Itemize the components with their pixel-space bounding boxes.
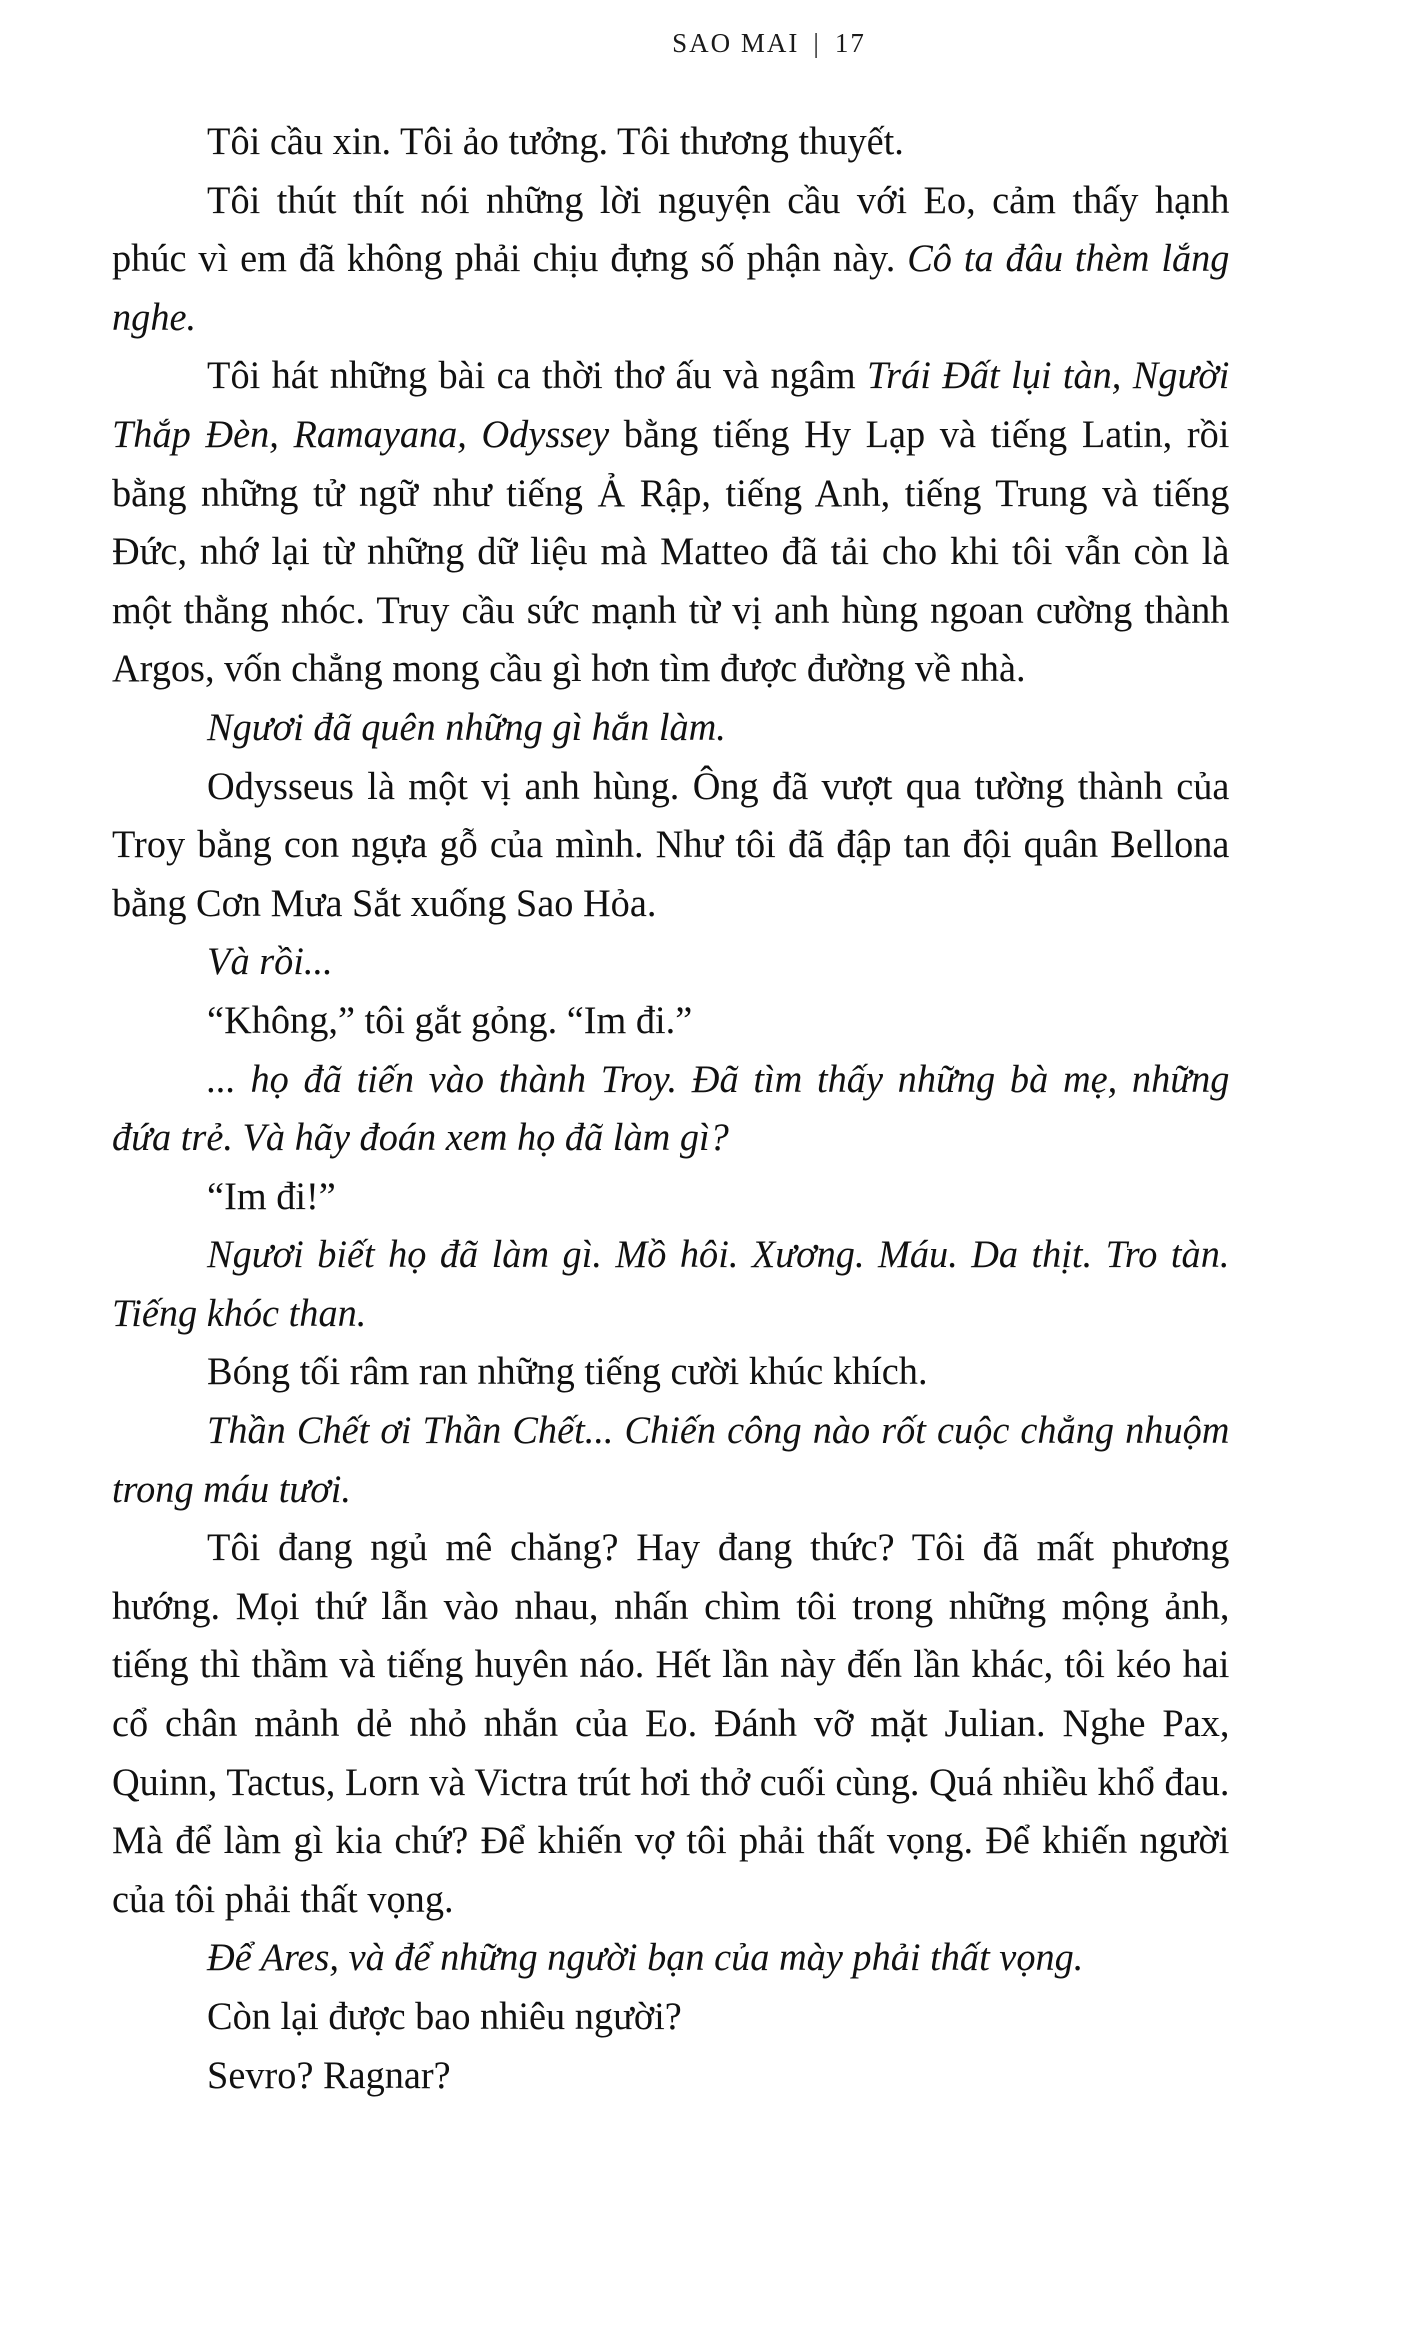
text-run: Tôi hát những bài ca thời thơ ấu và ngâm	[207, 353, 867, 398]
text-run: Odysseus là một vị anh hùng. Ông đã vượt qua tường thành của Troy bằng con ngựa gỗ của mình. Như tôi đã đập tan đội quân Bellona bằng Cơn Mưa Sắt xuống Sao Hỏa.	[112, 763, 1230, 925]
header-separator: |	[813, 28, 821, 58]
text-run: bằng tiếng Hy Lạp và tiếng Latin, rồi bằng những tử ngữ như tiếng Ả Rập, tiếng Anh, tiếng Trung và tiếng Đức, nhớ lại từ những dữ liệu mà Matteo đã tải cho khi tôi vẫn còn là một thằng nhóc. Truy cầu sức mạnh từ vị anh hùng ngoan cường thành Argos, vốn chẳng mong cầu gì hơn tìm được đường về nhà.	[112, 411, 1230, 691]
text-run: Sevro? Ragnar?	[207, 2052, 451, 2097]
paragraph-2	[112, 171, 1229, 347]
italic-run: Ngươi đã quên những gì hắn làm.	[207, 704, 726, 749]
paragraph-8	[112, 1050, 1229, 1167]
italic-run: ... họ đã tiến vào thành Troy. Đã tìm thấy những bà mẹ, những đứa trẻ. Và hãy đoán xem họ đã làm gì?	[112, 1056, 1230, 1160]
book-title: SAO MAI	[672, 28, 800, 58]
paragraph-6	[112, 932, 1229, 991]
paragraph-5	[112, 757, 1229, 933]
text-run: Còn lại được bao nhiêu người?	[207, 1994, 682, 2038]
paragraph-3	[112, 346, 1229, 698]
text-run: Tôi thút thít nói những lời nguyện cầu với Eo, cảm thấy hạnh phúc vì em đã không phải chịu đựng số phận này.	[112, 177, 1230, 281]
page-number: 17	[834, 28, 866, 58]
text-run: “Im đi!”	[207, 1173, 336, 1218]
paragraph-4	[112, 698, 1229, 757]
paragraph-7	[112, 991, 1229, 1050]
text-run: Tôi cầu xin. Tôi ảo tưởng. Tôi thương thuyết.	[207, 119, 904, 163]
paragraph-11	[112, 1342, 1229, 1401]
text-run: “Không,” tôi gắt gỏng. “Im đi.”	[207, 997, 693, 1042]
italic-run: Trái Đất lụi tàn, Người Thắp Đèn, Ramayana, Odyssey	[112, 353, 1230, 456]
paragraph-16	[112, 2046, 1229, 2105]
text-run: Bóng tối râm ran những tiếng cười khúc khích.	[207, 1349, 928, 1394]
paragraph-13	[112, 1518, 1229, 1928]
italic-run: Để Ares, và để những người bạn của mày phải thất vọng.	[207, 1935, 1084, 1980]
italic-run: Cô ta đâu thèm lắng nghe.	[112, 236, 1230, 339]
paragraph-12	[112, 1401, 1229, 1518]
italic-run: Ngươi biết họ đã làm gì. Mồ hôi. Xương. Máu. Da thịt. Tro tàn. Tiếng khóc than.	[112, 1232, 1230, 1335]
paragraph-1	[112, 112, 1229, 171]
paragraph-15	[112, 1987, 1229, 2046]
text-run: Tôi đang ngủ mê chăng? Hay đang thức? Tôi đã mất phương hướng. Mọi thứ lẫn vào nhau, nhấn chìm tôi trong những mộng ảnh, tiếng thì thầm và tiếng huyên náo. Hết lần này đến lần khác, tôi kéo hai cổ chân mảnh dẻ nhỏ nhắn của Eo. Đánh vỡ mặt Julian. Nghe Pax, Quinn, Tactus, Lorn và Victra trút hơi thở cuối cùng. Quá nhiều khổ đau. Mà để làm gì kia chứ? Để khiến vợ tôi phải thất vọng. Để khiến người của tôi phải thất vọng.	[112, 1525, 1230, 1921]
italic-run: Và rồi...	[207, 939, 333, 984]
running-header	[0, 28, 1408, 59]
paragraph-9	[112, 1167, 1229, 1226]
body-text	[112, 112, 1229, 2104]
paragraph-14	[112, 1928, 1229, 1987]
paragraph-10	[112, 1225, 1229, 1342]
italic-run: Thần Chết ơi Thần Chết... Chiến công nào rốt cuộc chẳng nhuộm trong máu tươi.	[112, 1408, 1230, 1511]
